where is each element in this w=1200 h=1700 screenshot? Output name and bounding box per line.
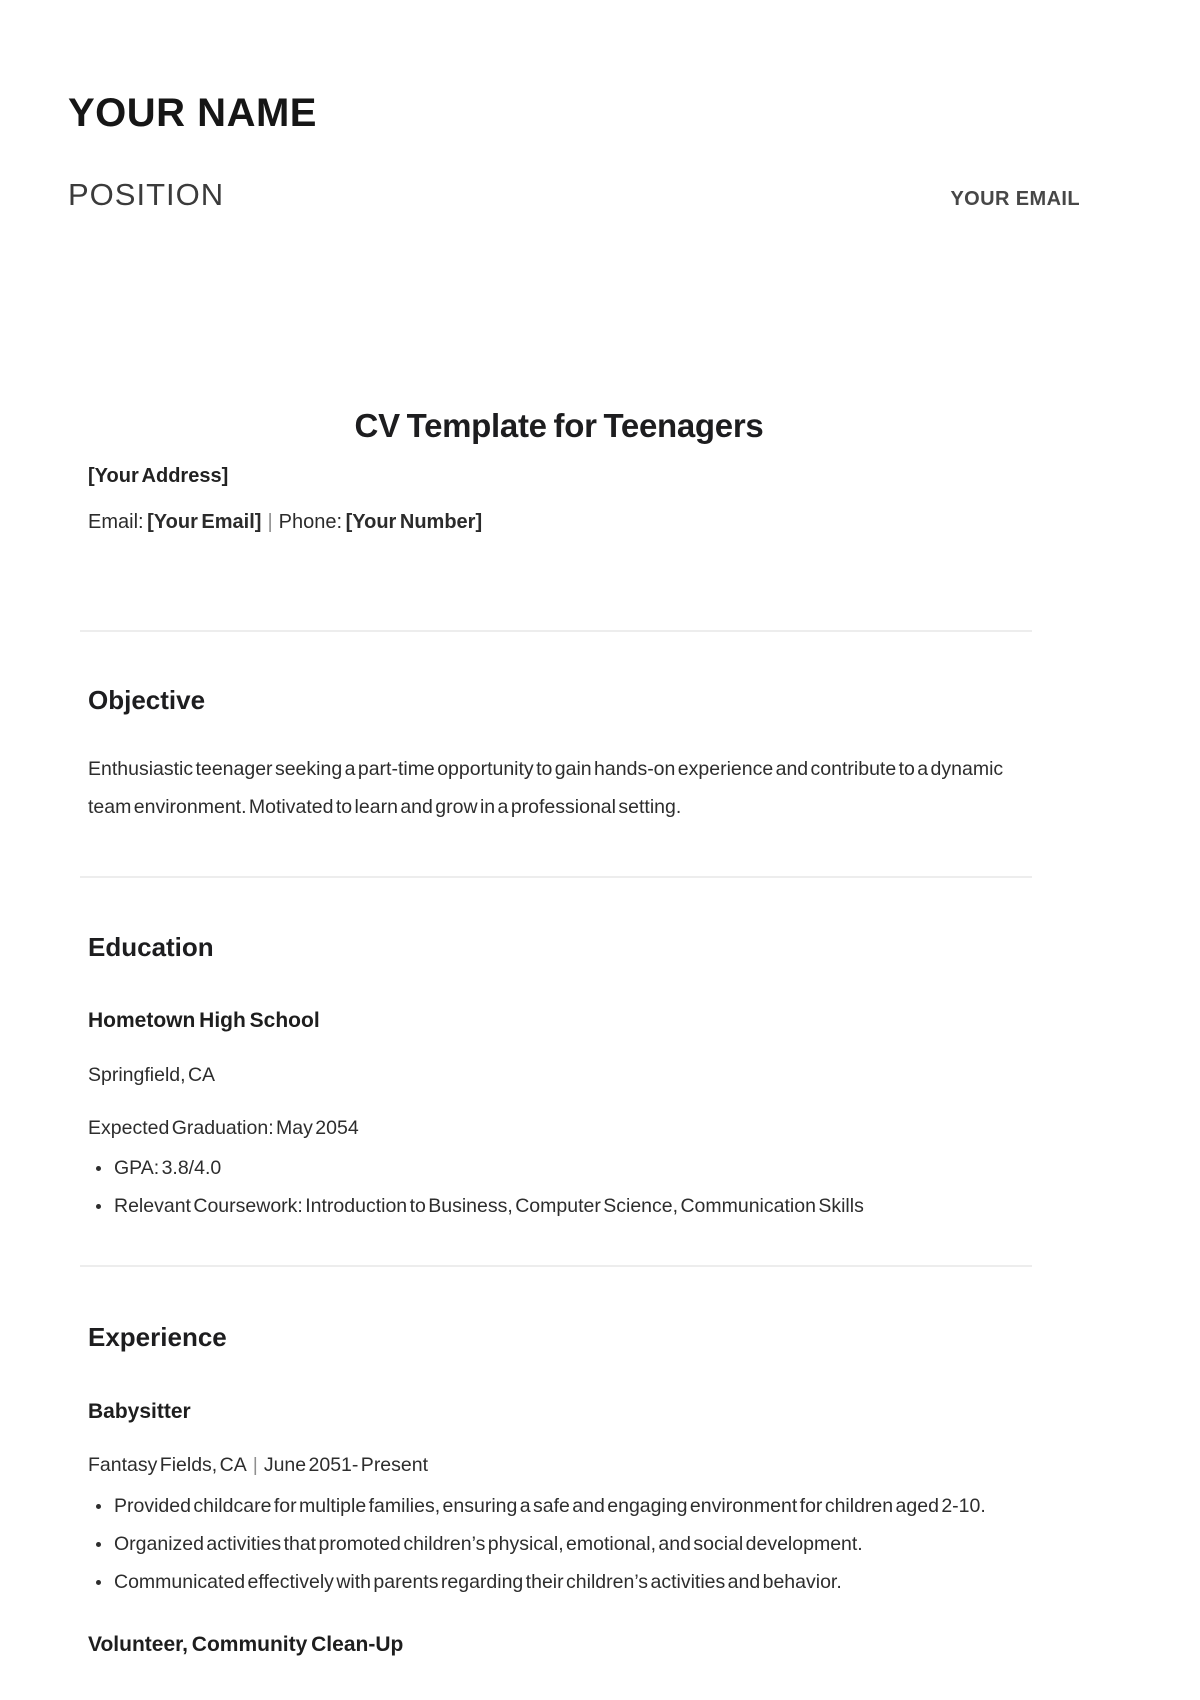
education-heading: Education (88, 932, 214, 963)
bullet-dot-icon (96, 1504, 101, 1509)
bullet-dot-icon (96, 1204, 101, 1209)
education-bullet: GPA: 3.8/4.0 (114, 1157, 222, 1180)
candidate-name: YOUR NAME (68, 91, 317, 135)
objective-heading: Objective (88, 684, 206, 715)
experience-bullet: Organized activities that promoted children’s physical, emotional, and social development. (114, 1532, 863, 1555)
bullet-dot-icon (96, 1166, 101, 1171)
document-body (88, 406, 1030, 1659)
job-meta-line (88, 1452, 1030, 1479)
objective-paragraph: Enthusiastic teenager seeking a part-time opportunity to gain hands-on experience and contribute to a dynamic team environment. Motivated to learn and grow in a professional setting. (88, 758, 1004, 819)
education-bullet-list (88, 1150, 1030, 1225)
subheader-row (68, 179, 1200, 210)
education-bullet: Relevant Coursework: Introduction to Business, Computer Science, Communication Skills (114, 1195, 864, 1218)
next-job-title: Volunteer, Community Clean-Up (88, 1632, 404, 1656)
experience-bullet: Provided childcare for multiple families, ensuring a safe and engaging environment for children aged 2-10. (114, 1494, 986, 1517)
document-title: CV Template for Teenagers (354, 407, 764, 444)
experience-bullet: Communicated effectively with parents regarding their children’s activities and behavior. (114, 1570, 842, 1593)
candidate-position: POSITION (68, 177, 225, 212)
section-divider (80, 630, 1032, 632)
job-dates: June 2051- Present (263, 1454, 429, 1477)
job-meta-separator: | (252, 1454, 258, 1477)
list-item (88, 1526, 1030, 1563)
email-value: [Your Email] (147, 510, 262, 533)
school-name: Hometown High School (88, 1009, 320, 1033)
list-item (88, 1488, 1030, 1525)
section-divider (80, 1265, 1032, 1267)
email-label: Email: (88, 510, 144, 533)
document-header (0, 0, 1200, 210)
list-item (88, 1150, 1030, 1187)
job-title: Babysitter (88, 1399, 191, 1423)
phone-label: Phone: (278, 510, 343, 533)
graduation-line: Expected Graduation: May 2054 (88, 1116, 359, 1139)
contact-line (88, 508, 1030, 536)
experience-bullet-list (88, 1488, 1030, 1601)
bullet-dot-icon (96, 1580, 101, 1585)
contact-separator: | (267, 510, 273, 533)
list-item (88, 1188, 1030, 1225)
bullet-dot-icon (96, 1542, 101, 1547)
phone-value: [Your Number] (345, 510, 483, 533)
experience-heading: Experience (88, 1322, 227, 1353)
address-line: [Your Address] (88, 464, 229, 487)
header-email: YOUR EMAIL (950, 188, 1080, 210)
school-location: Springfield, CA (88, 1063, 216, 1086)
list-item (88, 1564, 1030, 1601)
section-divider (80, 876, 1032, 878)
job-location: Fantasy Fields, CA (88, 1454, 247, 1477)
